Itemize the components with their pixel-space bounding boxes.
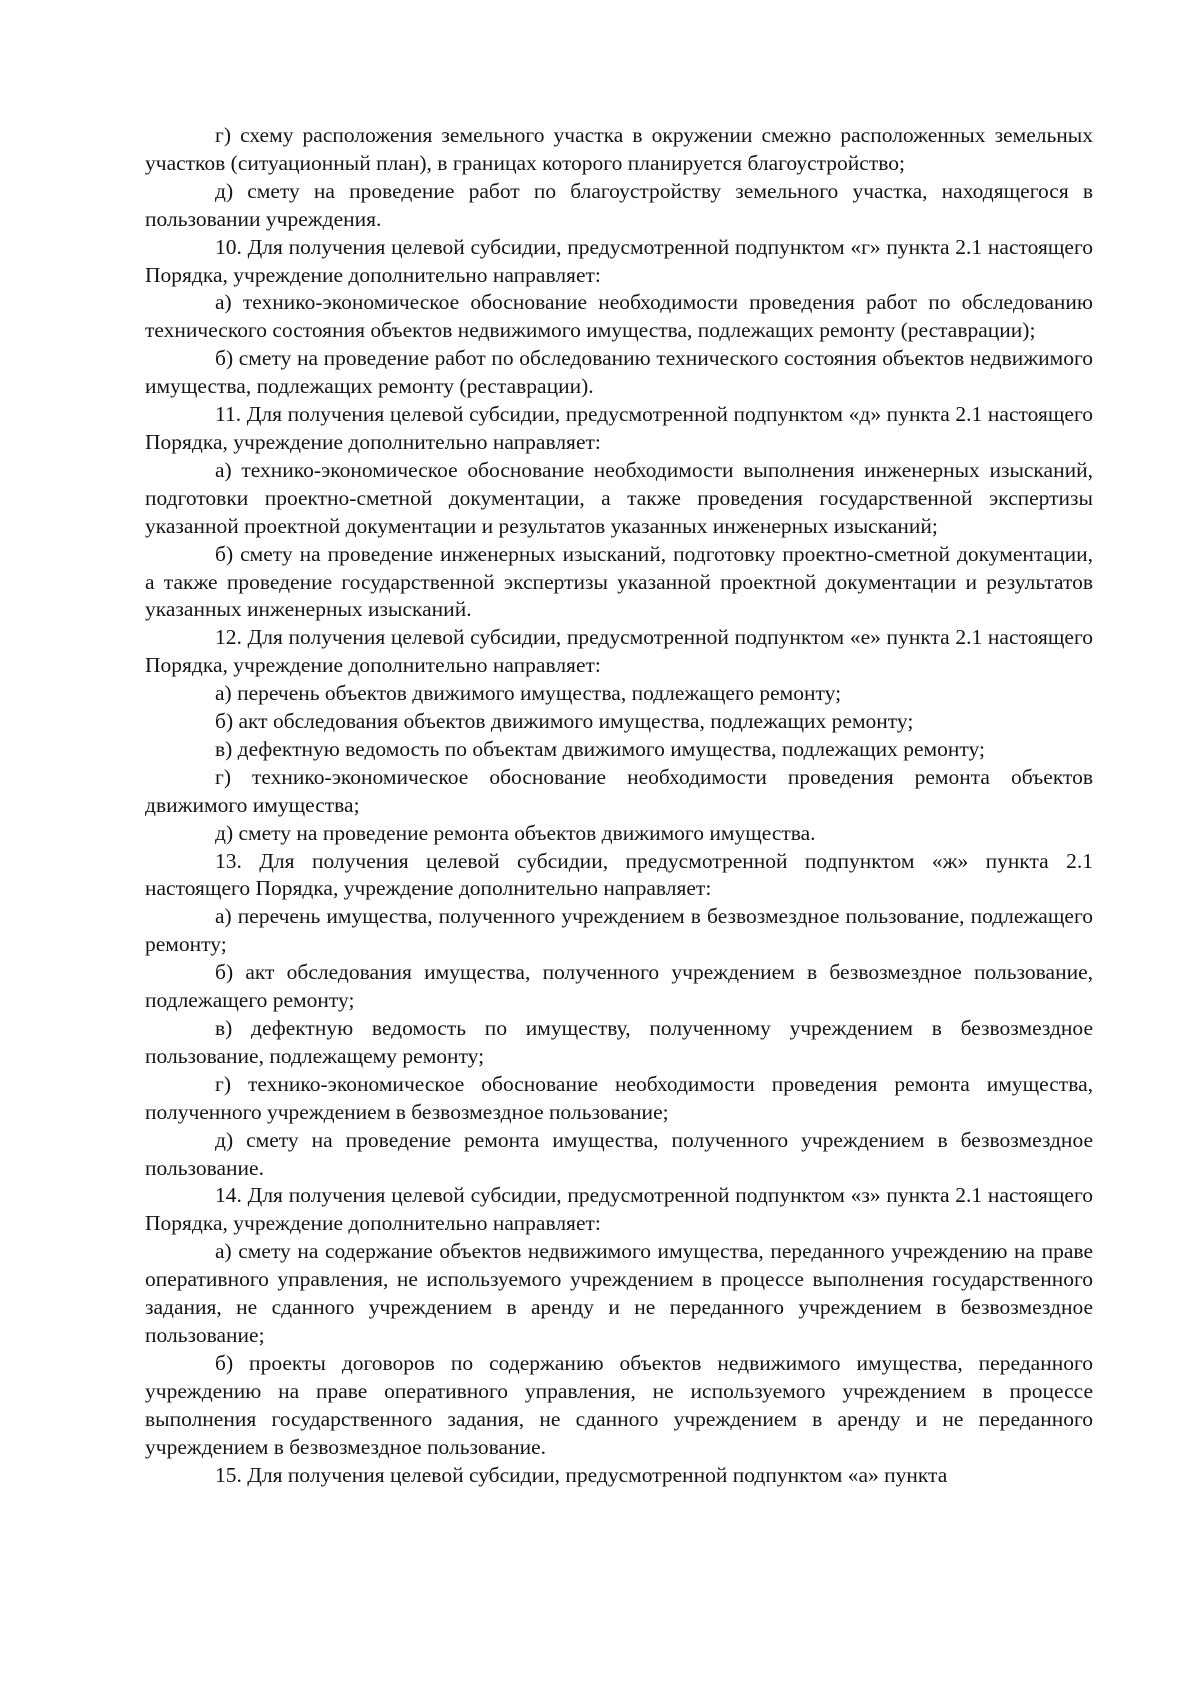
clause-13: 13. Для получения целевой субсидии, предусмотренной подпунктом «ж» пункта 2.1 настоящего Порядка, учреждение дополнительно направляет: <box>145 848 1093 901</box>
clause-12-item-g: г) технико-экономическое обоснование необходимости проведения ремонта объектов движимого имущества; <box>145 764 1093 817</box>
clause-12-item-a: а) перечень объектов движимого имущества, подлежащего ремонту; <box>215 681 842 706</box>
clause-12-item-d: д) смету на проведение ремонта объектов движимого имущества. <box>215 820 816 845</box>
clause-12-item-v: в) дефектную ведомость по объектам движимого имущества, подлежащих ремонту; <box>215 736 985 761</box>
document-page <box>145 122 1093 1489</box>
clause-11: 11. Для получения целевой субсидии, предусмотренной подпунктом «д» пункта 2.1 настоящего Порядка, учреждение дополнительно направляет: <box>145 402 1093 454</box>
clause-14: 14. Для получения целевой субсидии, предусмотренной подпунктом «з» пункта 2.1 настоящего Порядка, учреждение дополнительно направляет: <box>145 1183 1093 1236</box>
clause-11-item-a: а) технико-экономическое обоснование необходимости выполнения инженерных изысканий, подготовки проектно-сметной документации, а также проведения государственной экспертизы указанной проектной документации и результатов указанных инженерных изысканий; <box>145 457 1093 538</box>
clause-10: 10. Для получения целевой субсидии, предусмотренной подпунктом «г» пункта 2.1 настоящего Порядка, учреждение дополнительно направляет: <box>145 234 1093 287</box>
clause-10-item-a: а) технико-экономическое обоснование необходимости проведения работ по обследованию технического состояния объектов недвижимого имущества, подлежащих ремонту (реставрации); <box>145 290 1093 343</box>
clause-11-item-b: б) смету на проведение инженерных изысканий, подготовку проектно-сметной документации, а также проведение государственной экспертизы указанной проектной документации и результатов указанных инженерных изысканий. <box>145 541 1093 622</box>
clause-13-item-v: в) дефектную ведомость по имуществу, полученному учреждением в безвозмездное пользование, подлежащему ремонту; <box>145 1016 1093 1068</box>
clause-13-item-a: а) перечень имущества, полученного учреждением в безвозмездное пользование, подлежащего ремонту; <box>145 904 1093 957</box>
clause-10-item-b: б) смету на проведение работ по обследованию технического состояния объектов недвижимого имущества, подлежащих ремонту (реставрации). <box>145 346 1093 399</box>
clause-13-item-b: б) акт обследования имущества, полученного учреждением в безвозмездное пользование, подлежащего ремонту; <box>145 960 1093 1013</box>
clause-13-item-g: г) технико-экономическое обоснование необходимости проведения ремонта имущества, полученного учреждением в безвозмездное пользование; <box>145 1071 1093 1124</box>
clause-12: 12. Для получения целевой субсидии, предусмотренной подпунктом «е» пункта 2.1 настоящего Порядка, учреждение дополнительно направляет: <box>145 625 1093 678</box>
clause-15: 15. Для получения целевой субсидии, предусмотренной подпунктом «а» пункта <box>215 1462 948 1487</box>
clause-13-item-d: д) смету на проведение ремонта имущества, полученного учреждением в безвозмездное пользование. <box>145 1127 1093 1180</box>
clause-14-item-b: б) проекты договоров по содержанию объектов недвижимого имущества, переданного учреждению на праве оперативного управления, не используемого учреждением в процессе выполнения государственного задания, не сданного учреждением в аренду и не переданного учреждением в безвозмездное пользование. <box>145 1350 1093 1459</box>
paragraph-g-site-plan: г) схему расположения земельного участка в окружении смежно расположенных земельных участков (ситуационный план), в границах которого планируется благоустройство; <box>145 123 1093 175</box>
paragraph-d-landscaping-estimate: д) смету на проведение работ по благоустройству земельного участка, находящегося в пользовании учреждения. <box>145 178 1093 231</box>
clause-12-item-b: б) акт обследования объектов движимого имущества, подлежащих ремонту; <box>215 709 914 734</box>
clause-14-item-a: а) смету на содержание объектов недвижимого имущества, переданного учреждению на праве оперативного управления, не используемого учреждением в процессе выполнения государственного задания, не сданного учреждением в аренду и не переданного учреждением в безвозмездное пользование; <box>145 1239 1093 1347</box>
